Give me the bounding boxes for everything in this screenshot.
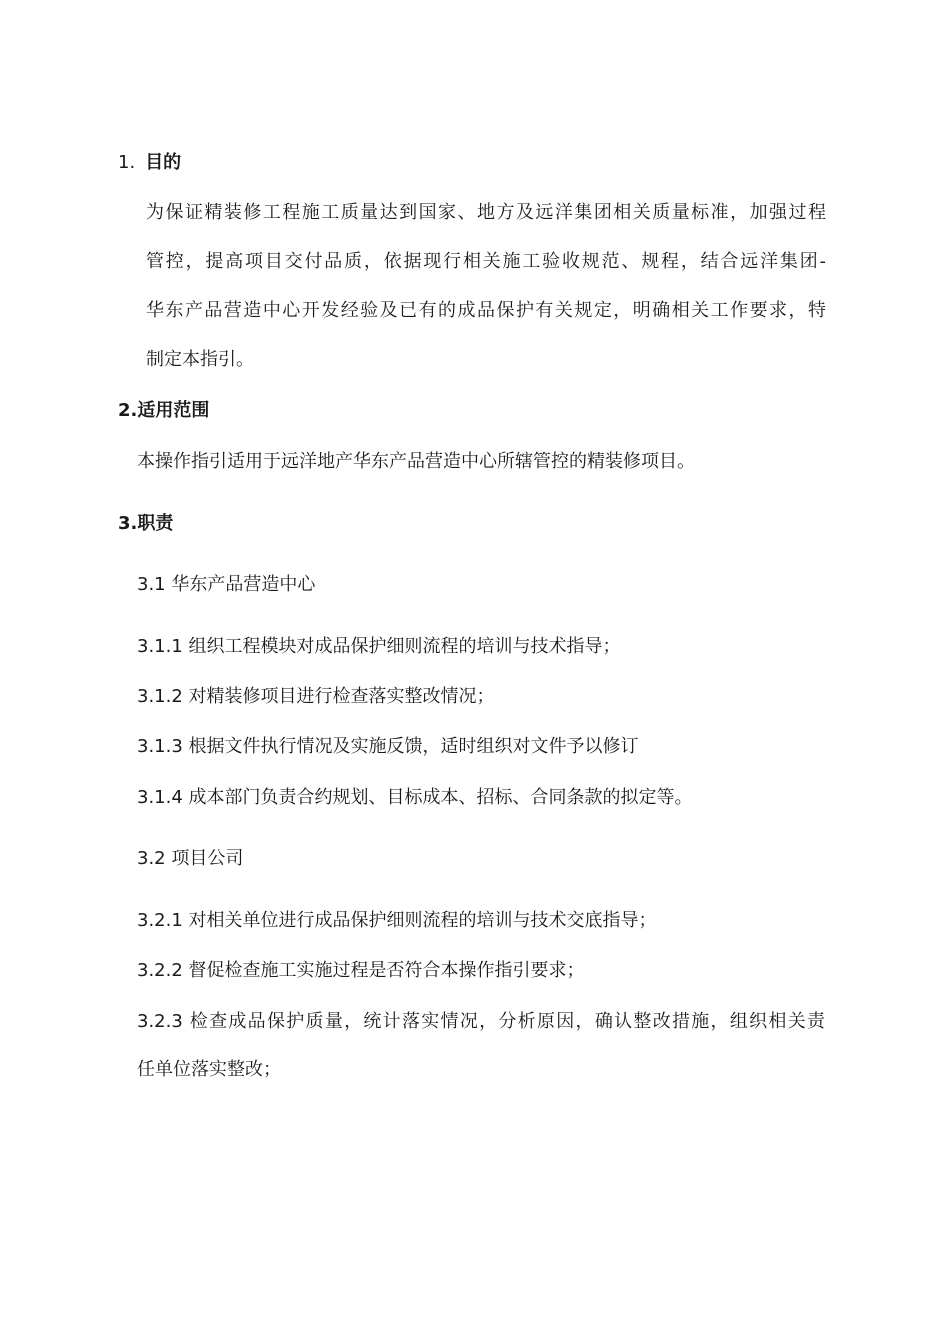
section-3-2-item-1: 3.2.1 对相关单位进行成品保护细则流程的培训与技术交底指导；: [137, 910, 657, 931]
section-3-2-item-3-line-2: 任单位落实整改；: [137, 1059, 281, 1080]
section-1-heading: [118, 151, 181, 175]
section-3-2-item-3-line-1: 3.2.3 检查成品保护质量，统计落实情况，分析原因，确认整改措施，组织相关责: [137, 1011, 825, 1032]
section-1-paragraph-line-2: 管控，提高项目交付品质，依据现行相关施工验收规范、规程，结合远洋集团-: [146, 251, 826, 272]
section-2-text: 本操作指引适用于远洋地产华东产品营造中心所辖管控的精装修项目。: [137, 451, 695, 472]
section-3-2-item-2: 3.2.2 督促检查施工实施过程是否符合本操作指引要求；: [137, 960, 585, 981]
section-3-1-heading: 3.1 华东产品营造中心: [137, 574, 316, 595]
section-3-2-heading: 3.2 项目公司: [137, 848, 244, 869]
section-3-title: 3.职责: [118, 513, 174, 534]
section-3-1-item-4: 3.1.4 成本部门负责合约规划、目标成本、招标、合同条款的拟定等。: [137, 787, 693, 808]
section-2-title: 2.适用范围: [118, 400, 210, 421]
section-1-title: 目的: [145, 152, 182, 173]
section-3-1-item-1: 3.1.1 组织工程模块对成品保护细则流程的培训与技术指导；: [137, 636, 621, 657]
section-3-1-item-3: 3.1.3 根据文件执行情况及实施反馈，适时组织对文件予以修订: [137, 736, 639, 757]
section-1-paragraph-line-3: 华东产品营造中心开发经验及已有的成品保护有关规定，明确相关工作要求，特: [146, 300, 826, 321]
section-3-1-item-2: 3.1.2 对精装修项目进行检查落实整改情况；: [137, 686, 495, 707]
section-1-paragraph-line-4: 制定本指引。: [146, 349, 254, 370]
section-1-number: 1.: [118, 152, 136, 173]
section-1-paragraph-line-1: 为保证精装修工程施工质量达到国家、地方及远洋集团相关质量标准，加强过程: [146, 202, 826, 223]
